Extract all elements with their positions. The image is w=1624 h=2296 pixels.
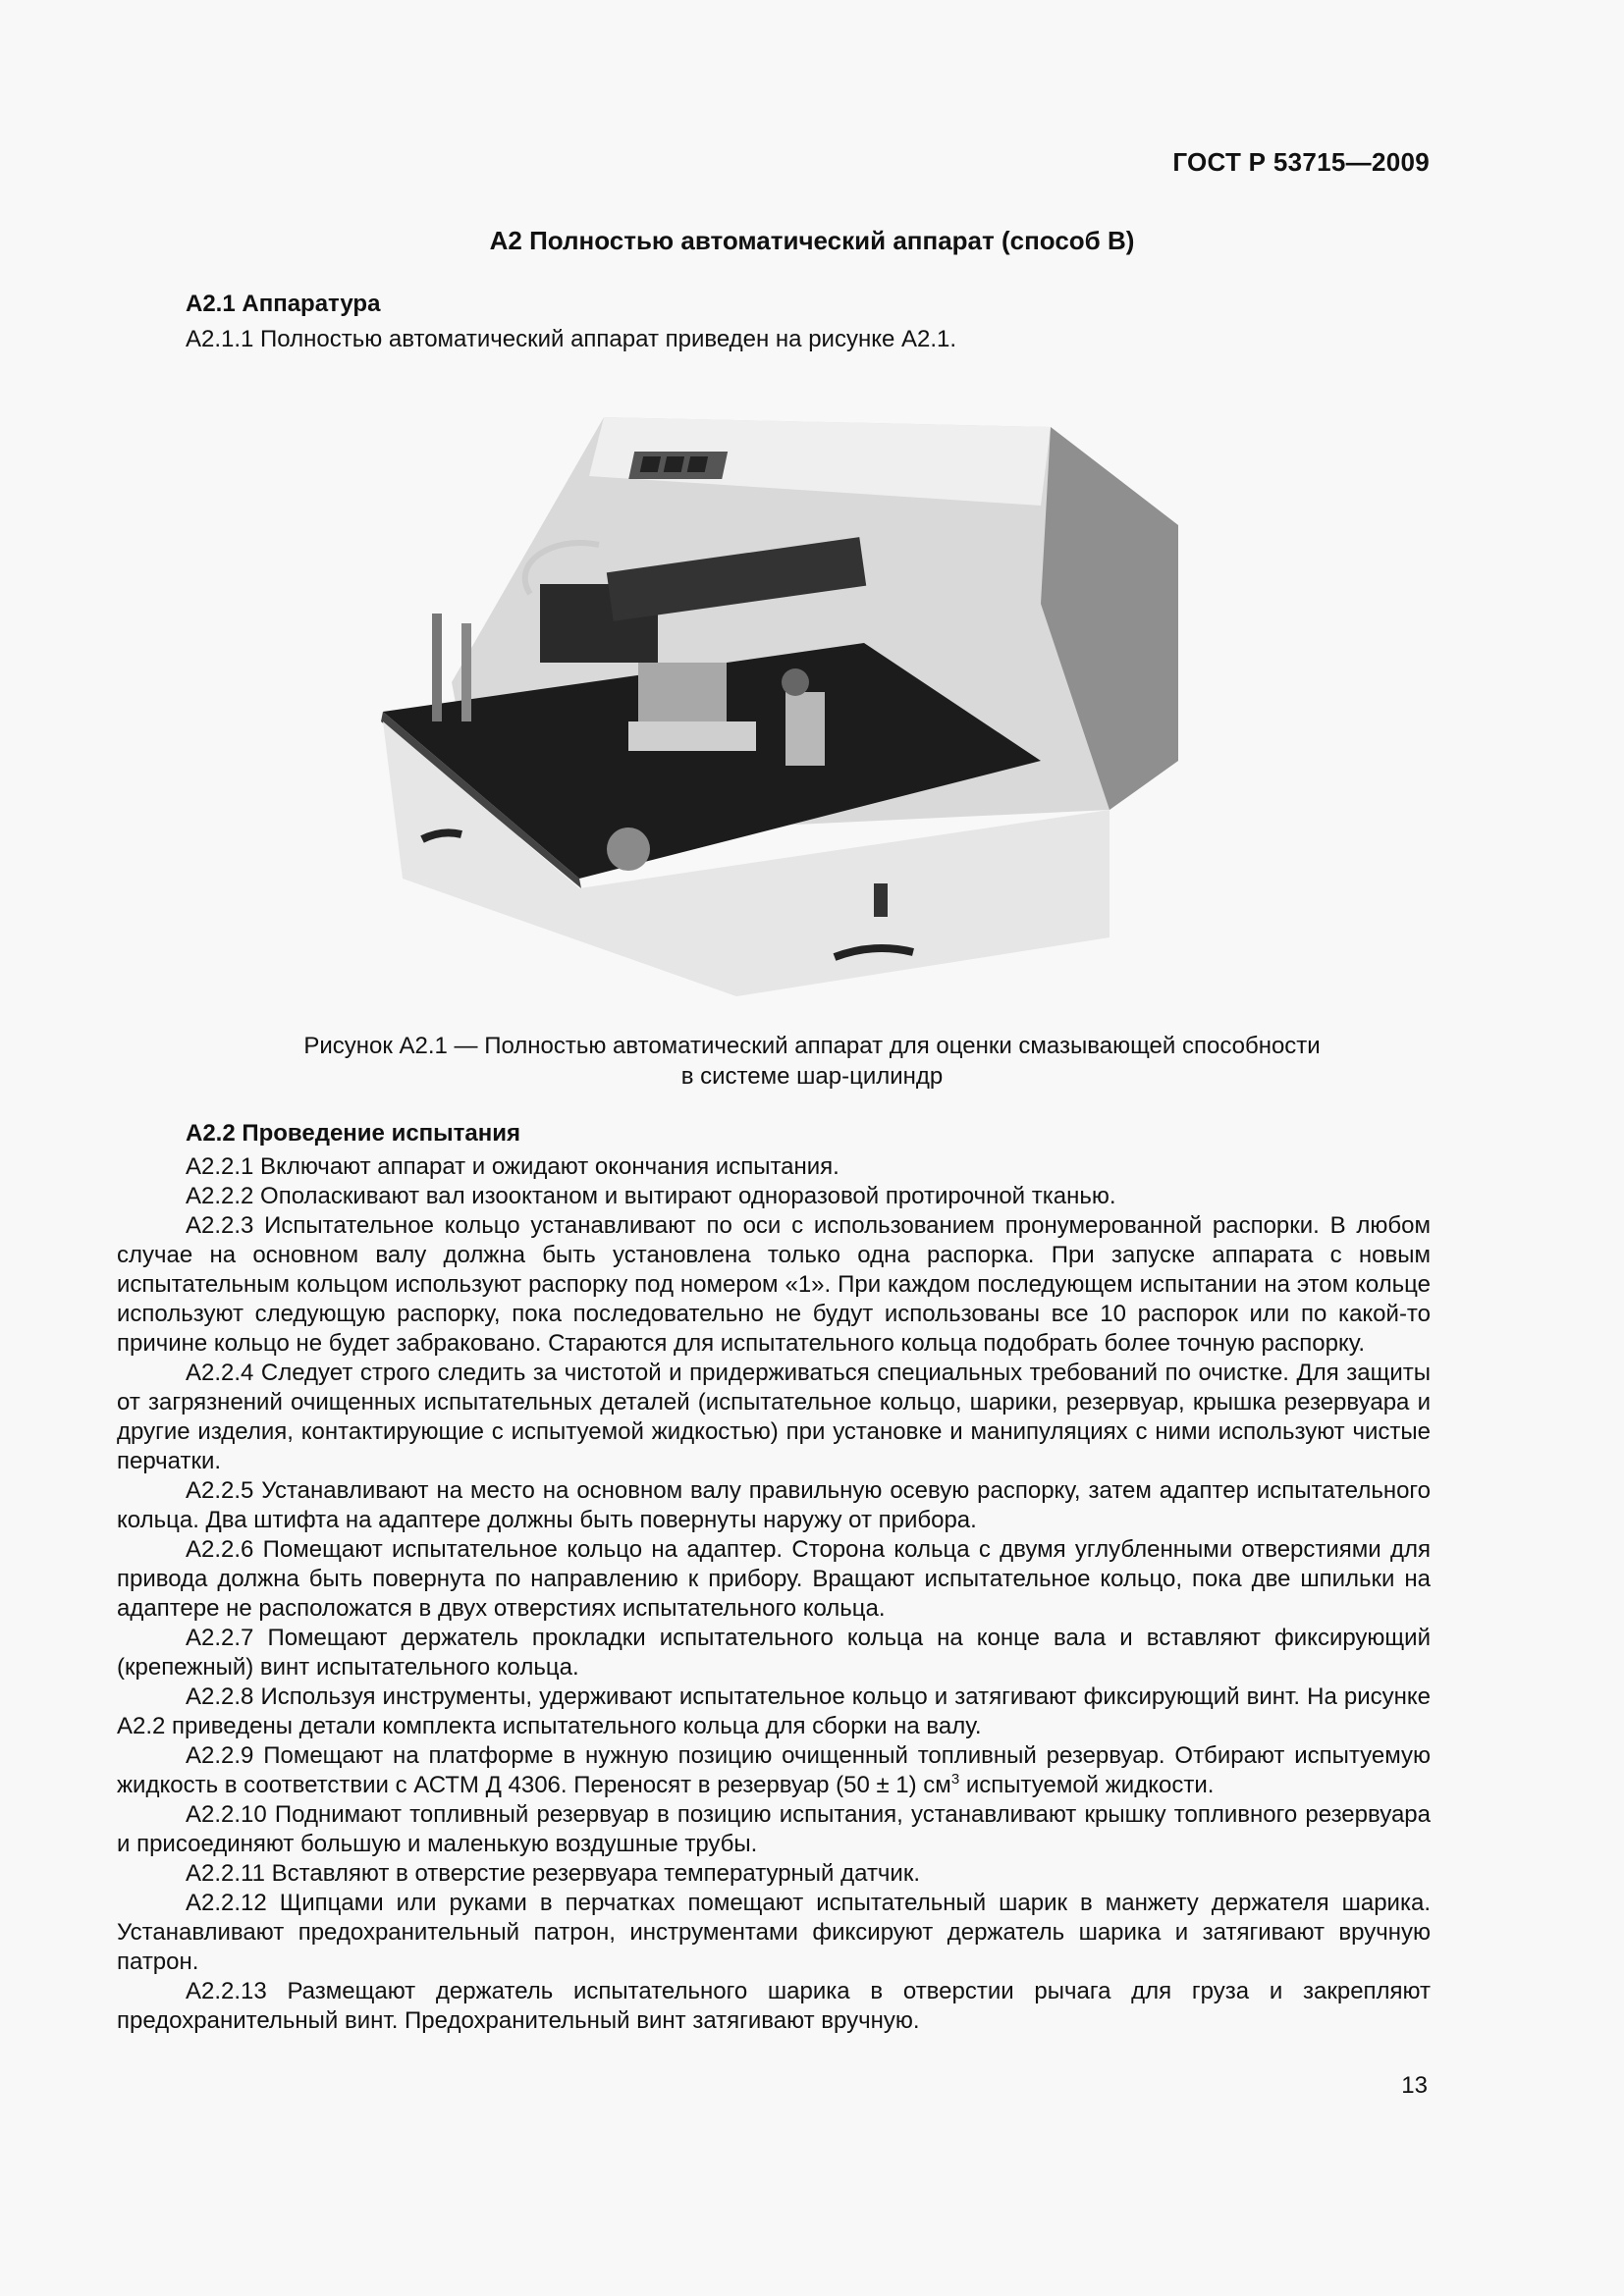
figure-caption: [0, 1031, 1624, 1092]
paragraph-a2210: А2.2.10 Поднимают топливный резервуар в позицию испытания, устанавливают крышку топливного резервуара и присоединяют большую и маленькую воздушные трубы.: [117, 1801, 1431, 1857]
paragraph-a2211: А2.2.11 Вставляют в отверстие резервуара температурный датчик.: [186, 1860, 921, 1887]
section-title: А2 Полностью автоматический аппарат (способ В): [489, 226, 1135, 255]
paragraph-a229: [117, 1741, 1431, 1800]
paragraph-a221: А2.2.1 Включают аппарат и ожидают окончания испытания.: [186, 1153, 839, 1180]
apparatus-heading: А2.1 Аппаратура: [186, 291, 381, 317]
paragraph-a222: А2.2.2 Ополаскивают вал изооктаном и вытирают одноразовой протирочной тканью.: [186, 1183, 1116, 1209]
paragraph-a224: А2.2.4 Следует строго следить за чистотой и придерживаться специальных требований по очистке. Для защиты от загрязнений очищенных испытательных деталей (испытательное кольцо, шарики, резервуар, крышка резервуара и другие изделия, контактирующие с испытуемой жидкостью) при установке и манипуляциях с ними используют чистые перчатки.: [117, 1360, 1431, 1474]
paragraph-a229-text: А2.2.9 Помещают на платформе в нужную позицию очищенный топливный резервуар. Отбирают испытуемую жидкость в соответствии с АСТМ Д 4306. Переносят в резервуар (50 ± 1) см: [117, 1742, 1431, 1798]
paragraph-a2212: А2.2.12 Щипцами или руками в перчатках помещают испытательный шарик в манжету держателя шарика. Устанавливают предохранительный патрон, инструментами фиксируют держатель шарика и затягивают вручную патрон.: [117, 1890, 1431, 1975]
procedure-heading: А2.2 Проведение испытания: [186, 1120, 521, 1147]
paragraph-a225: А2.2.5 Устанавливают на место на основном валу правильную осевую распорку, затем адаптер испытательного кольца. Два штифта на адаптере должны быть повернуты наружу от прибора.: [117, 1477, 1431, 1533]
paragraph-a227: А2.2.7 Помещают держатель прокладки испытательного кольца на конце вала и вставляют фиксирующий (крепежный) винт испытательного кольца.: [117, 1625, 1431, 1681]
caption-line-2: в системе шар-цилиндр: [680, 1063, 944, 1090]
paragraph-a226: А2.2.6 Помещают испытательное кольцо на адаптер. Сторона кольца с двумя углубленными отверстиями для привода должна быть повернута по направлению к прибору. Вращают испытательное кольцо, пока две шпильки на адаптере не расположатся в двух отверстиях испытательного кольца.: [117, 1536, 1431, 1622]
caption-line-1: Рисунок А2.1 — Полностью автоматический аппарат для оценки смазывающей способности: [303, 1033, 1321, 1059]
apparatus-photo: [363, 388, 1178, 996]
paragraph-a223: А2.2.3 Испытательное кольцо устанавливают по оси с использованием пронумерованной распорки. В любом случае на основном валу должна быть установлена только одна распорка. При запуске аппарата с новым испытательным кольцом используют распорку под номером «1». При каждом последующем испытании на этом кольце используют следующую распорку, пока последовательно не будут использованы все 10 распорок или по какой-то причине кольцо не будет забраковано. Стараются для испытательного кольца подобрать более точную распорку.: [117, 1212, 1431, 1357]
apparatus-section: [117, 290, 1431, 354]
cubic-superscript: 3: [950, 1771, 960, 1788]
page-number: 13: [1401, 2072, 1428, 2099]
apparatus-text: А2.1.1 Полностью автоматический аппарат приведен на рисунке А2.1.: [186, 326, 957, 352]
paragraph-a229-tail: испытуемой жидкости.: [959, 1772, 1215, 1798]
paragraph-a2213: А2.2.13 Размещают держатель испытательного шарика в отверстии рычага для груза и закрепляют предохранительный винт. Предохранительный винт затягивают вручную.: [117, 1978, 1431, 2034]
paragraph-a228: А2.2.8 Используя инструменты, удерживают испытательное кольцо и затягивают фиксирующий винт. На рисунке А2.2 приведены детали комплекта испытательного кольца для сборки на валу.: [117, 1683, 1431, 1739]
procedure-section: [117, 1119, 1431, 2036]
document-code: ГОСТ Р 53715—2009: [1172, 147, 1430, 177]
